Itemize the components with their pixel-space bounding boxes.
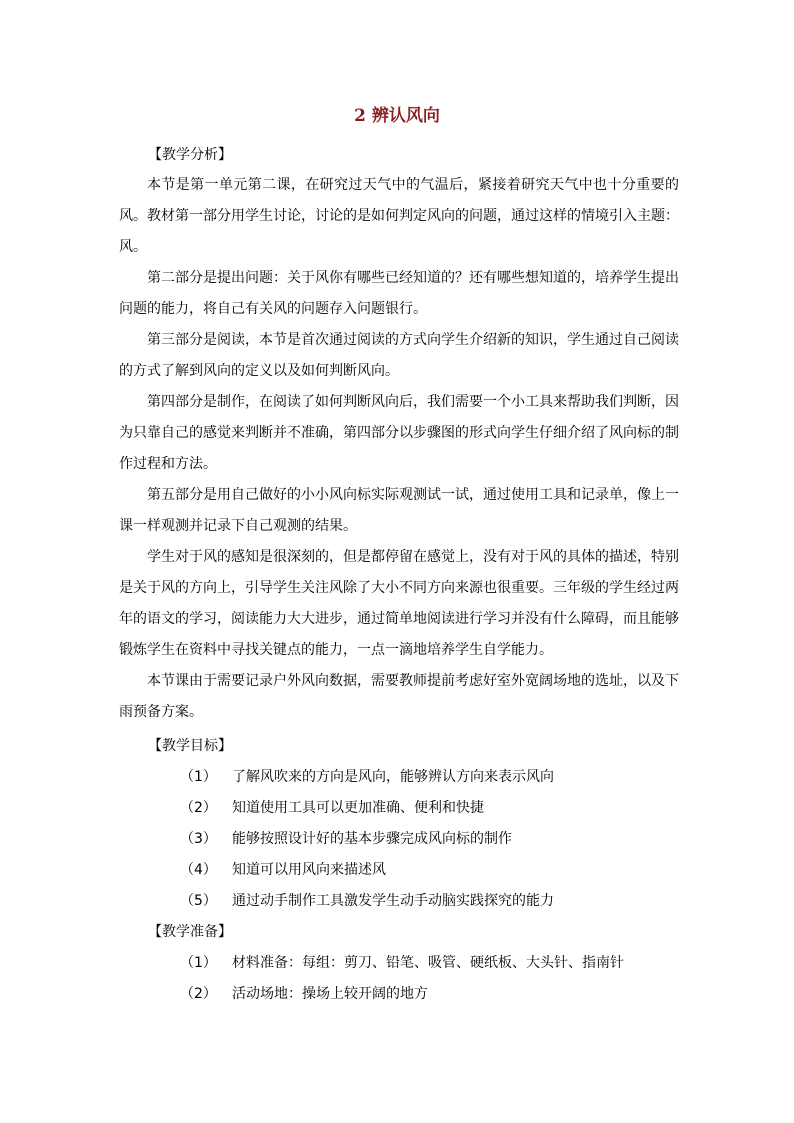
preparation-item-text: 活动场地：操场上较开阔的地方 [232, 986, 428, 1002]
goal-item-text: 知道使用工具可以更加准确、便利和快捷 [232, 800, 484, 816]
paragraph: 第二部分是提出问题：关于风你有哪些已经知道的？还有哪些想知道的，培养学生提出问题的能力，将自己有关风的问题存入问题银行。 [119, 270, 679, 317]
preparation-item-number: （2） [180, 986, 217, 1002]
goal-item [180, 829, 512, 849]
paragraph: 第四部分是制作，在阅读了如何判断风向后，我们需要一个小工具来帮助我们判断，因为只靠自己的感觉来判断并不准确，第四部分以步骤图的形式向学生仔细介绍了风向标的制作过程和方法。 [119, 394, 679, 472]
goal-item-text: 能够按照设计好的基本步骤完成风向标的制作 [232, 831, 512, 847]
section-heading-goals: 【教学目标】 [148, 738, 232, 754]
goal-item [180, 798, 484, 818]
goal-item-number: （2） [180, 800, 217, 816]
paragraph: 第三部分是阅读，本节是首次通过阅读的方式向学生介绍新的知识，学生通过自己阅读的方式了解到风向的定义以及如何判断风向。 [119, 332, 679, 379]
preparation-item-number: （1） [180, 955, 217, 971]
paragraph: 第五部分是用自己做好的小小风向标实际观测试一试，通过使用工具和记录单，像上一课一样观测并记录下自己观测的结果。 [119, 487, 679, 534]
paragraph: 本节课由于需要记录户外风向数据，需要教师提前考虑好室外宽阔场地的选址，以及下雨预备方案。 [119, 673, 679, 720]
goal-item-text: 知道可以用风向来描述风 [232, 862, 386, 878]
page-title: 2 辨认风向 [354, 106, 440, 126]
goal-item [180, 891, 554, 911]
paragraph: 教材第一部分用学生讨论，讨论的是如何判定风向的问题，通过这样的情境引入主题：风。 [119, 208, 679, 255]
goal-item-text: 了解风吹来的方向是风向，能够辨认方向来表示风向 [232, 769, 554, 785]
section-heading-analysis: 【教学分析】 [148, 147, 232, 163]
section-heading-preparation: 【教学准备】 [148, 924, 232, 940]
goal-item-number: （1） [180, 769, 217, 785]
paragraph: 本节是第一单元第二课，在研究过天气中的气温后，紧接着研究天气中也十分重要的风。 [119, 177, 679, 224]
goal-item-number: （5） [180, 893, 217, 909]
goal-item-number: （4） [180, 862, 217, 878]
preparation-item [180, 953, 624, 973]
goal-item [180, 767, 554, 787]
goal-item-text: 通过动手制作工具激发学生动手动脑实践探究的能力 [232, 893, 554, 909]
goal-item-number: （3） [180, 831, 217, 847]
preparation-item-text: 材料准备：每组：剪刀、铅笔、吸管、硬纸板、大头针、指南针 [232, 955, 624, 971]
paragraph: 学生对于风的感知是很深刻的，但是都停留在感觉上，没有对于风的具体的描述，特别是关于风的方向上，引导学生关注风除了大小不同方向来源也很重要。三年级的学生经过两年的语文的学习，阅读能力大大进步，通过简单地阅读进行学习并没有什么障碍，而且能够锻炼学生在资料中寻找关键点的能力，一点一滴地培养学生自学能力。 [119, 549, 679, 658]
preparation-item [180, 984, 428, 1004]
goal-item [180, 860, 386, 880]
